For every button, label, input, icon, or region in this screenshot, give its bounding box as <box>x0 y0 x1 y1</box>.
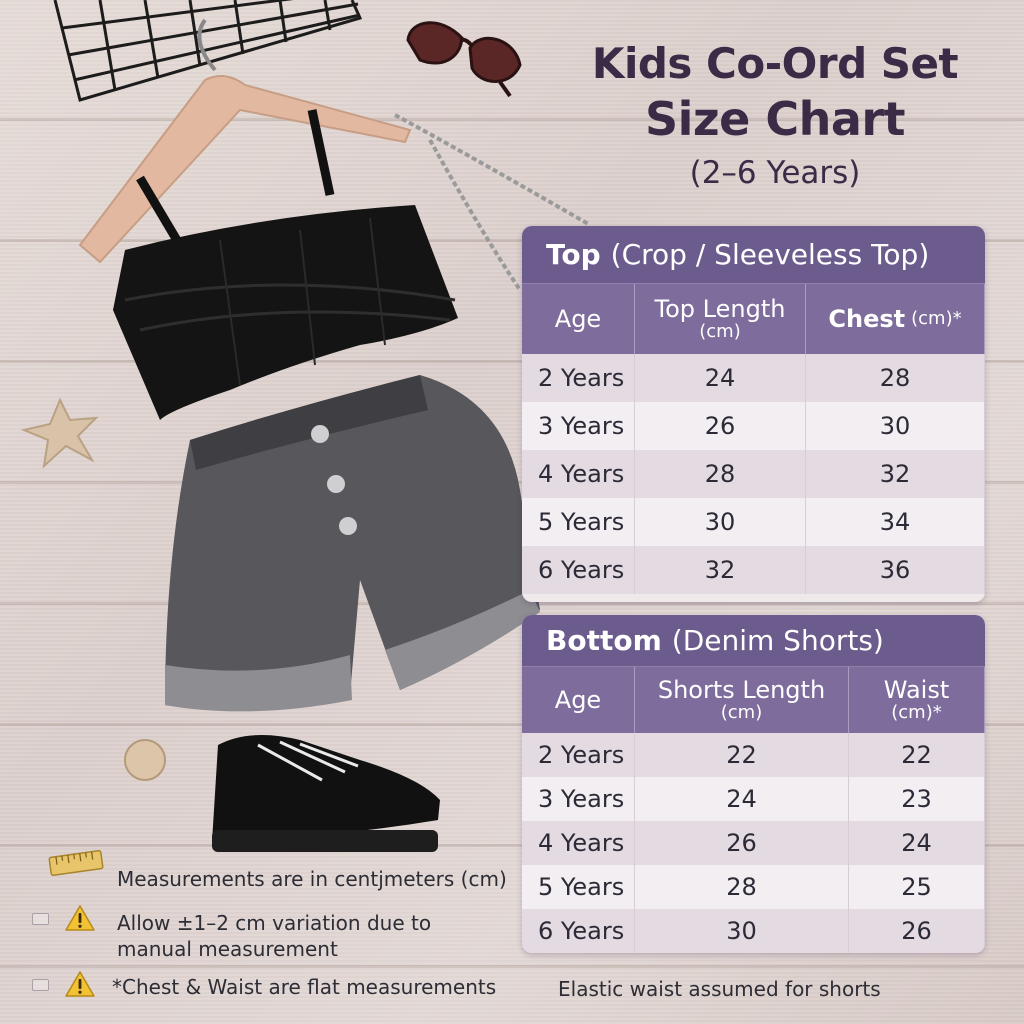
black-shoe-decor <box>212 735 440 852</box>
age-cell: 4 Years <box>522 821 635 865</box>
shorts-length-cell: 22 <box>635 733 849 777</box>
top-length-cell: 26 <box>635 402 806 450</box>
chest-cell: 34 <box>806 498 985 546</box>
title-line-2: Size Chart <box>644 92 906 146</box>
column-unit: (cm) <box>699 321 741 342</box>
column-unit: (cm)* <box>911 308 962 329</box>
bottom-table-header <box>522 615 985 667</box>
shorts-length-cell: 26 <box>635 821 849 865</box>
warning-icon <box>64 970 96 998</box>
waist-cell: 22 <box>849 733 985 777</box>
ruler-icon <box>48 848 104 878</box>
top-size-table <box>522 226 985 602</box>
top-table-title-rest: (Crop / Sleeveless Top) <box>610 238 930 271</box>
chest-cell: 30 <box>806 402 985 450</box>
age-cell: 5 Years <box>522 498 635 546</box>
denim-shorts-decor <box>165 375 540 711</box>
column-header-age: Age <box>522 667 635 733</box>
waist-cell: 24 <box>849 821 985 865</box>
column-header-waist: Waist (cm)* <box>849 667 985 733</box>
flat-measurement-note: *Chest & Waist are flat measurements <box>112 975 497 999</box>
title-age-range: (2–6 Years) <box>689 155 861 191</box>
measurement-unit-note: Measurements are in centjmeters (cm) <box>117 867 507 891</box>
chest-cell: 36 <box>806 546 985 594</box>
shorts-length-cell: 24 <box>635 777 849 821</box>
chest-cell: 32 <box>806 450 985 498</box>
top-table-title-bold: Top <box>546 238 601 271</box>
column-unit: (cm) <box>720 702 763 723</box>
top-length-cell: 24 <box>635 354 806 402</box>
column-header-shorts-length: Shorts Length (cm) <box>635 667 849 733</box>
age-cell: 3 Years <box>522 777 635 821</box>
chest-cell: 28 <box>806 354 985 402</box>
warning-icon <box>64 904 96 932</box>
age-cell: 6 Years <box>522 546 635 594</box>
title-line-1: Kids Co-Ord Set <box>591 39 959 88</box>
checkbox-icon <box>32 979 49 991</box>
variation-note-line-2: manual measurement <box>117 937 338 961</box>
waist-cell: 25 <box>849 865 985 909</box>
column-unit: (cm)* <box>891 702 942 723</box>
shorts-length-cell: 28 <box>635 865 849 909</box>
waist-cell: 23 <box>849 777 985 821</box>
elastic-waist-note: Elastic waist assumed for shorts <box>558 977 881 1001</box>
chart-title-block <box>560 38 990 194</box>
star-decor <box>24 400 96 466</box>
variation-note-line-1: Allow ±1–2 cm variation due to <box>117 911 432 935</box>
age-cell: 5 Years <box>522 865 635 909</box>
rattan-ball-decor <box>125 740 165 780</box>
top-length-cell: 30 <box>635 498 806 546</box>
shorts-length-cell: 30 <box>635 909 849 953</box>
column-header-chest: Chest (cm)* <box>806 284 985 354</box>
waist-cell: 26 <box>849 909 985 953</box>
bottom-table-title-rest: (Denim Shorts) <box>671 624 884 657</box>
age-cell: 2 Years <box>522 354 635 402</box>
top-table-header <box>522 226 985 284</box>
column-header-age: Age <box>522 284 635 354</box>
age-cell: 2 Years <box>522 733 635 777</box>
top-length-cell: 32 <box>635 546 806 594</box>
bottom-size-table <box>522 615 985 953</box>
checkbox-icon <box>32 913 49 925</box>
age-cell: 3 Years <box>522 402 635 450</box>
bottom-table-title-bold: Bottom <box>546 624 662 657</box>
top-length-cell: 28 <box>635 450 806 498</box>
sunglasses-decor <box>408 23 520 96</box>
column-header-top-length: Top Length (cm) <box>635 284 806 354</box>
age-cell: 6 Years <box>522 909 635 953</box>
variation-note <box>117 910 431 962</box>
age-cell: 4 Years <box>522 450 635 498</box>
